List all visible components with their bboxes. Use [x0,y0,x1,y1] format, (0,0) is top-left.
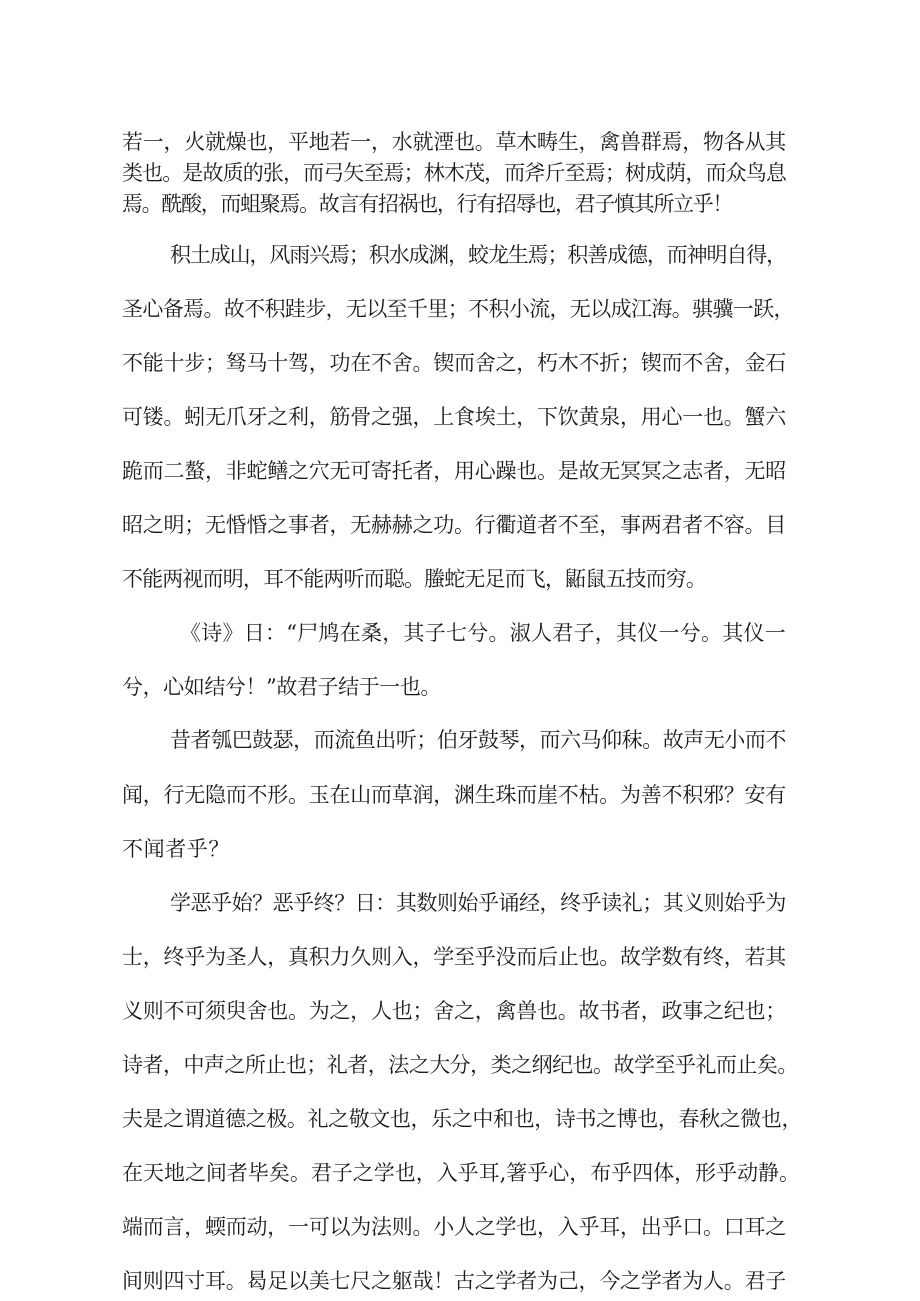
text-line: 学恶乎始？恶乎终？日：其数则始乎诵经，终乎读礼；其义则始乎为 [170,891,786,915]
text-line: 不闻者乎？ [122,837,230,861]
text-line: 义则不可须臾舍也。为之，人也；舍之，禽兽也。故书者，政事之纪也； [122,999,786,1023]
text-line: 士，终乎为圣人，真积力久则入，学至乎没而后止也。故学数有终，若其 [122,945,786,969]
text-line: 闻，行无隐而不形。玉在山而草润，渊生珠而崖不枯。为善不积邪？安有 [122,783,786,807]
text-line: 积土成山，风雨兴焉；积水成渊，蛟龙生焉；积善成德，而神明自得， [170,243,786,267]
text-line: 圣心备焉。故不积跬步，无以至千里；不积小流，无以成江海。骐骥一跃， [122,297,794,321]
text-line: 昭之明；无惛惛之事者，无赫赫之功。行衢道者不至，事两君者不容。目 [122,513,786,537]
text-line: 端而言，蝡而动，一可以为法则。小人之学也，入乎耳，出乎口。口耳之 [122,1215,786,1239]
text-line: 间则四寸耳。曷足以美七尺之躯哉！古之学者为己，今之学者为人。君子 [122,1269,786,1293]
text-line: 可镂。蚓无爪牙之利，筋骨之强，上食埃土，下饮黄泉，用心一也。蟹六 [122,405,786,429]
text-line: 昔者瓠巴鼓瑟，而流鱼出听；伯牙鼓琴，而六马仰秣。故声无小而不 [170,728,786,752]
text-line: 不能两视而明，耳不能两听而聪。螣蛇无足而飞，鼫鼠五技而穷。 [122,567,707,591]
text-line: 跪而二螯，非蛇鳝之穴无可寄托者，用心躁也。是故无冥冥之志者，无昭 [122,459,786,483]
text-line: 诗者，中声之所止也；礼者，法之大分，类之纲纪也。故学至乎礼而止矣。 [122,1053,798,1077]
text-line: 夫是之谓道德之极。礼之敬文也，乐之中和也，诗书之博也，春秋之微也， [122,1107,803,1131]
text-line: 类也。是故质的张，而弓矢至焉；林木茂，而斧斤至焉；树成荫，而众鸟息 [122,161,786,185]
text-line: 不能十步；驽马十驾，功在不舍。锲而舍之，朽木不折；锲而不舍，金石 [122,351,786,375]
text-line: 若一，火就燥也，平地若一，水就湮也。草木畴生，禽兽群焉，物各从其 [122,130,786,154]
text-line: 兮，心如结兮！”故君子结于一也。 [122,675,442,699]
text-line: 焉。酰酸，而蛆聚焉。故言有招祸也，行有招辱也，君子慎其所立乎！ [122,192,733,216]
text-line: 在天地之间者毕矣。君子之学也，入乎耳,箸乎心，布乎四体，形乎动静。 [122,1161,801,1185]
text-line: 《诗》日：“尸鸠在桑，其子七兮。淑人君子，其仪一兮。其仪一 [180,621,786,645]
